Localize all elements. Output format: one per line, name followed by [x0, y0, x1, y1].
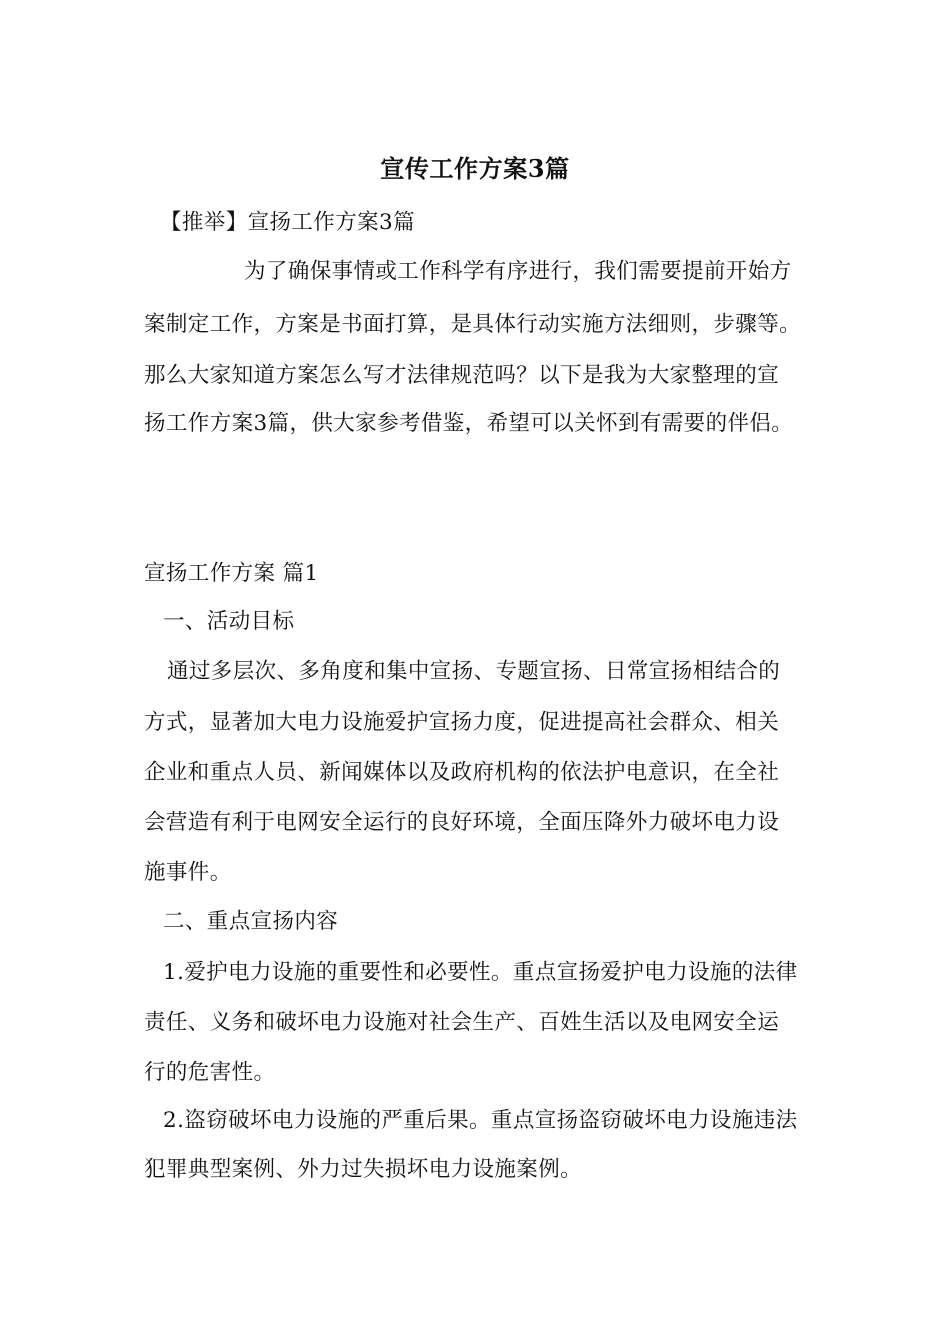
intro-line: 案制定工作，方案是书面打算，是具体行动实施方法细则，步骤等。 — [144, 312, 802, 337]
section-heading: 宣扬工作方案 篇1 — [144, 561, 319, 586]
goal-line: 通过多层次、多角度和集中宣扬、专题宣扬、日常宣扬相结合的 — [167, 659, 781, 684]
goal-line: 施事件。 — [144, 860, 232, 885]
recommend-line: 【推举】宣扬工作方案3篇 — [160, 210, 415, 235]
goal-line: 企业和重点人员、新闻媒体以及政府机构的依法护电意识，在全社 — [144, 760, 780, 785]
document-title: 宣传工作方案3篇 — [380, 154, 570, 183]
item-line: 2.盗窃破坏电力设施的严重后果。重点宣扬盗窃破坏电力设施违法 — [163, 1108, 798, 1133]
item-line: 行的危害性。 — [144, 1060, 276, 1085]
intro-line: 扬工作方案3篇，供大家参考借鉴，希望可以关怀到有需要的伴侣。 — [144, 411, 794, 436]
item-line: 责任、义务和破坏电力设施对社会生产、百姓生活以及电网安全运 — [144, 1010, 780, 1035]
goal-line: 方式，显著加大电力设施爱护宣扬力度，促进提高社会群众、相关 — [144, 710, 780, 735]
item-line: 1.爱护电力设施的重要性和必要性。重点宣扬爱护电力设施的法律 — [163, 960, 798, 985]
intro-line: 那么大家知道方案怎么写才法律规范吗？以下是我为大家整理的宣 — [144, 363, 780, 388]
item-line: 犯罪典型案例、外力过失损坏电力设施案例。 — [144, 1157, 583, 1182]
goal-heading: 一、活动目标 — [163, 609, 295, 634]
content-heading: 二、重点宣扬内容 — [163, 909, 339, 934]
intro-line: 为了确保事情或工作科学有序进行，我们需要提前开始方 — [244, 259, 792, 284]
goal-line: 会营造有利于电网安全运行的良好环境，全面压降外力破坏电力设 — [144, 810, 780, 835]
